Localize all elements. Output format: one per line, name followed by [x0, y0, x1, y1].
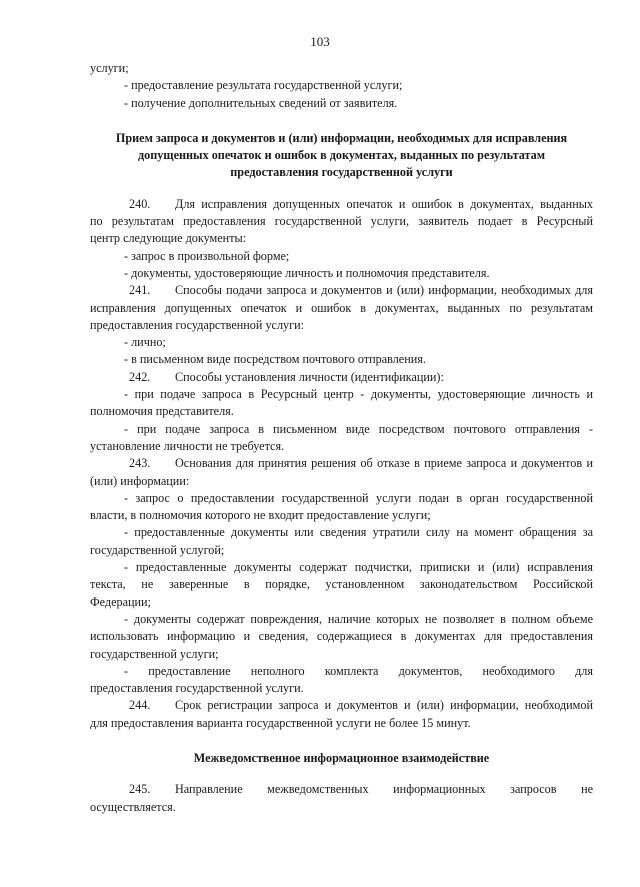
- line-text: предоставления государственной услуги:: [90, 317, 305, 332]
- line-text: центр следующие документы:: [90, 231, 247, 246]
- line-text: - запрос в произвольной форме;: [124, 248, 290, 263]
- line-text: услуги;: [90, 61, 129, 75]
- text-line: [90, 265, 593, 282]
- line-text: допущенных опечаток и ошибок в документах, выданных по результатам: [137, 148, 546, 163]
- line-text: Федерации;: [90, 594, 151, 609]
- line-text: Основания для принятия решения об отказе в приеме запроса и документов и: [175, 456, 593, 471]
- text-line: [90, 230, 593, 247]
- text-line: [90, 611, 593, 628]
- text-line: [90, 386, 593, 403]
- line-text: - получение дополнительных сведений от заявителя.: [124, 95, 398, 110]
- text-line: [90, 473, 593, 490]
- text-line: [90, 781, 593, 798]
- text-line: [90, 628, 593, 645]
- text-line: [90, 300, 593, 317]
- line-text: - при подаче запроса в письменном виде посредством почтового отправления -: [124, 421, 593, 436]
- text-line: [90, 317, 593, 334]
- line-text: осуществляется.: [90, 799, 176, 814]
- line-text: - предоставленные документы содержат подчистки, приписки и (или) исправления: [124, 560, 593, 575]
- text-line: [90, 576, 593, 593]
- spacer: [90, 732, 593, 750]
- line-text: текста, не заверенные в порядке, установленном законодательством Российской: [90, 577, 593, 592]
- text-line: [90, 248, 593, 265]
- line-text: исправления допущенных опечаток и ошибок в документах, выданных по результатам: [90, 300, 593, 315]
- line-text: по результатам предоставления государственной услуги, заявитель подает в Ресурсный: [90, 214, 593, 229]
- text-line: [90, 663, 593, 680]
- text-line: [90, 95, 593, 112]
- paragraph-number: 241.: [129, 283, 151, 298]
- text-line: [90, 438, 593, 455]
- line-text: - при подаче запроса в Ресурсный центр - документы, удостоверяющие личность и: [124, 387, 593, 402]
- text-line: [90, 351, 593, 368]
- text-line: [90, 60, 593, 77]
- text-line: [90, 559, 593, 576]
- line-text: власти, в полномочия которого не входит предоставление услуги;: [90, 508, 431, 523]
- line-text: Срок регистрации запроса и документов и (или) информации, необходимой: [175, 698, 593, 713]
- text-line: [90, 403, 593, 420]
- line-text: предоставления государственной услуги: [230, 165, 453, 180]
- text-line: [90, 799, 593, 816]
- line-text: - документы содержат повреждения, наличие которых не позволяет в полном объеме: [124, 611, 593, 626]
- spacer: [90, 182, 593, 196]
- section-heading-line: [90, 164, 593, 181]
- line-text: - в письменном виде посредством почтового отправления.: [124, 352, 426, 367]
- text-line: [90, 715, 593, 732]
- line-text: Направление межведомственных информационных запросов не: [175, 782, 593, 797]
- paragraph-number: 245.: [129, 782, 151, 797]
- text-line: [90, 524, 593, 541]
- spacer: [90, 767, 593, 781]
- line-text: Прием запроса и документов и (или) информации, необходимых для исправления: [115, 130, 568, 145]
- text-line: [90, 282, 593, 299]
- line-text: предоставления государственной услуги.: [90, 681, 304, 696]
- line-text: полномочия представителя.: [90, 404, 234, 419]
- text-line: [90, 196, 593, 213]
- text-line: [90, 334, 593, 351]
- line-text: установление личности не требуется.: [90, 438, 285, 453]
- paragraph-number: 243.: [129, 456, 151, 471]
- line-text: для предоставления варианта государственной услуги не более 15 минут.: [90, 715, 471, 730]
- text-line: [90, 507, 593, 524]
- text-line: [90, 421, 593, 438]
- document-body: [90, 60, 593, 816]
- text-line: [90, 77, 593, 94]
- line-text: Способы подачи запроса и документов и (или) информации, необходимых для: [175, 283, 593, 298]
- line-text: - лично;: [124, 335, 166, 350]
- text-line: [90, 490, 593, 507]
- line-text: (или) информации:: [90, 473, 190, 488]
- text-line: [90, 455, 593, 472]
- section-heading-line: [90, 750, 593, 767]
- line-text: Для исправления допущенных опечаток и ошибок в документах, выданных: [175, 196, 593, 211]
- line-text: - документы, удостоверяющие личность и полномочия представителя.: [124, 265, 490, 280]
- paragraph-number: 242.: [129, 369, 151, 384]
- text-line: [90, 213, 593, 230]
- paragraph-number: 240.: [129, 196, 151, 211]
- line-text: Межведомственное информационное взаимодействие: [193, 750, 490, 765]
- text-line: [90, 542, 593, 559]
- line-text: использовать информацию и сведения, содержащиеся в документах для предоставления: [90, 629, 593, 644]
- section-heading-line: [90, 147, 593, 164]
- text-line: [90, 680, 593, 697]
- line-text: государственной услугой;: [90, 542, 225, 557]
- text-line: [90, 369, 593, 386]
- line-text: Способы установления личности (идентификации):: [175, 369, 444, 384]
- line-text: - предоставление неполного комплекта документов, необходимого для: [124, 663, 593, 678]
- line-text: - запрос о предоставлении государственной услуги подан в орган государственной: [124, 490, 593, 505]
- section-heading-line: [90, 130, 593, 147]
- line-text: - предоставление результата государственной услуги;: [124, 78, 403, 93]
- text-line: [90, 594, 593, 611]
- spacer: [90, 112, 593, 130]
- text-line: [90, 646, 593, 663]
- line-text: государственной услуги;: [90, 646, 219, 661]
- line-text: - предоставленные документы или сведения утратили силу на момент обращения за: [124, 525, 593, 540]
- page-number: 103: [310, 34, 330, 49]
- paragraph-number: 244.: [129, 698, 151, 713]
- text-line: [90, 697, 593, 714]
